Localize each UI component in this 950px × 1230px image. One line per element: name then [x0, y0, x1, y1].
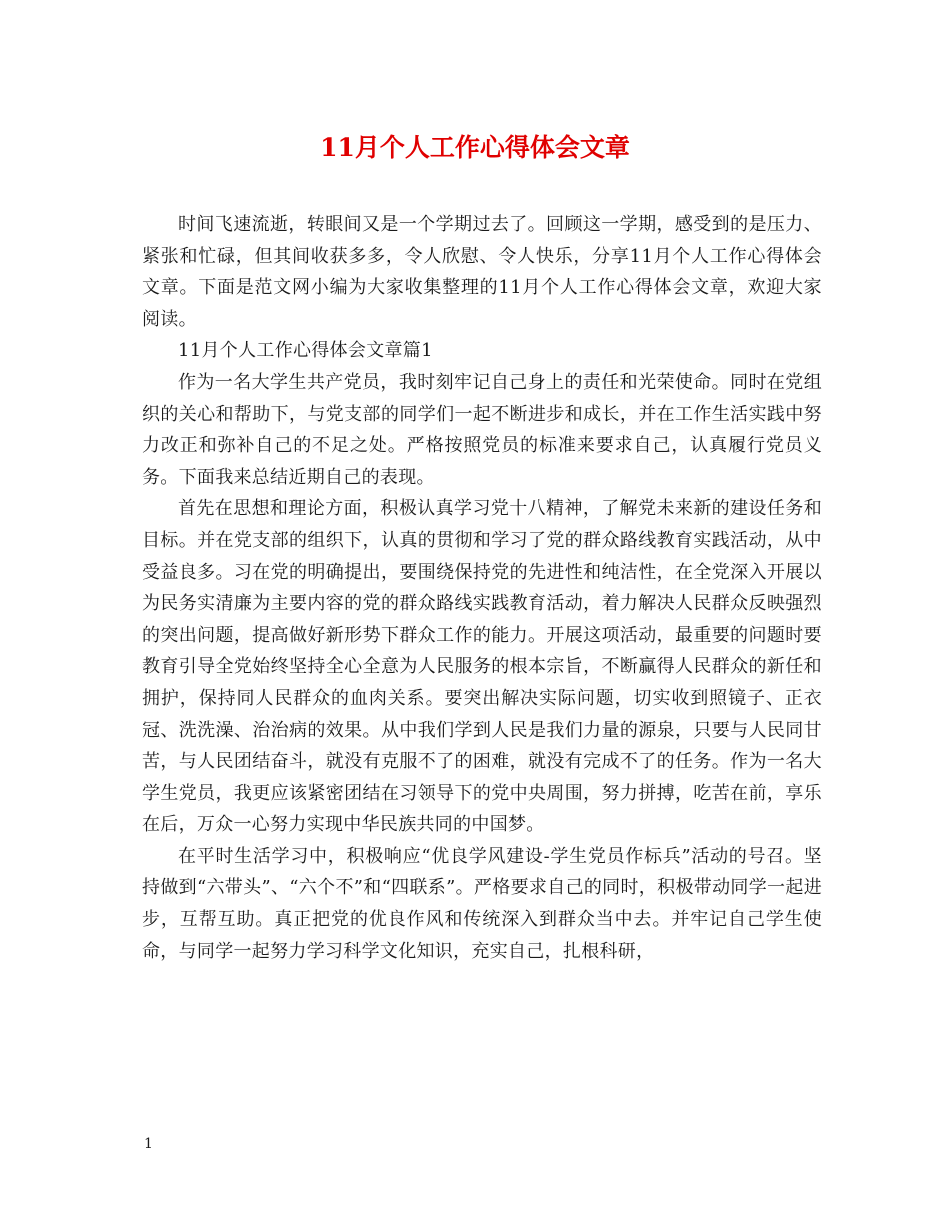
- intro-paragraph: 时间飞速流逝，转眼间又是一个学期过去了。回顾这一学期，感受到的是压力、紧张和忙碌，但其间收获多多，令人欣慰、令人快乐，分享11月个人工作心得体会文章。下面是范文网小编为大家收集整理的11月个人工作心得体会文章，欢迎大家阅读。: [142, 214, 822, 330]
- document-body: [142, 209, 822, 967]
- section-heading: 11月个人工作心得体会文章篇1: [178, 340, 433, 362]
- body-paragraph: 作为一名大学生共产党员，我时刻牢记自己身上的责任和光荣使命。同时在党组织的关心和帮助下，与党支部的同学们一起不断进步和成长，并在工作生活实践中努力改正和弥补自己的不足之处。严格按照党员的标准来要求自己，认真履行党员义务。下面我来总结近期自己的表现。: [142, 371, 822, 488]
- body-paragraph: 在平时生活学习中，积极响应“优良学风建设-学生党员作标兵”活动的号召。坚持做到“六带头”、“六个不”和“四联系”。严格要求自己的同时，积极带动同学一起进步，互帮互助。真正把党的优良作风和传统深入到群众当中去。并牢记自己学生使命，与同学一起努力学习科学文化知识，充实自己，扎根科研，: [142, 845, 822, 962]
- page-number: 1: [144, 1136, 153, 1152]
- body-paragraph: 首先在思想和理论方面，积极认真学习党十八精神，了解党未来新的建设任务和目标。并在党支部的组织下，认真的贯彻和学习了党的群众路线教育实践活动，从中受益良多。习在党的明确提出，要围绕保持党的先进性和纯洁性，在全党深入开展以为民务实清廉为主要内容的党的群众路线实践教育活动，着力解决人民群众反映强烈的突出问题，提高做好新形势下群众工作的能力。开展这项活动，最重要的问题时要教育引导全党始终坚持全心全意为人民服务的根本宗旨，不断赢得人民群众的新任和拥护，保持同人民群众的血肉关系。要突出解决实际问题，切实收到照镜子、正衣冠、洗洗澡、治治病的效果。从中我们学到人民是我们力量的源泉，只要与人民同甘苦，与人民团结奋斗，就没有克服不了的困难，就没有完成不了的任务。作为一名大学生党员，我更应该紧密团结在习领导下的党中央周围，努力拼搏，吃苦在前，享乐在后，万众一心努力实现中华民族共同的中国梦。: [142, 498, 822, 836]
- document-title: 11月个人工作心得体会文章: [320, 133, 630, 162]
